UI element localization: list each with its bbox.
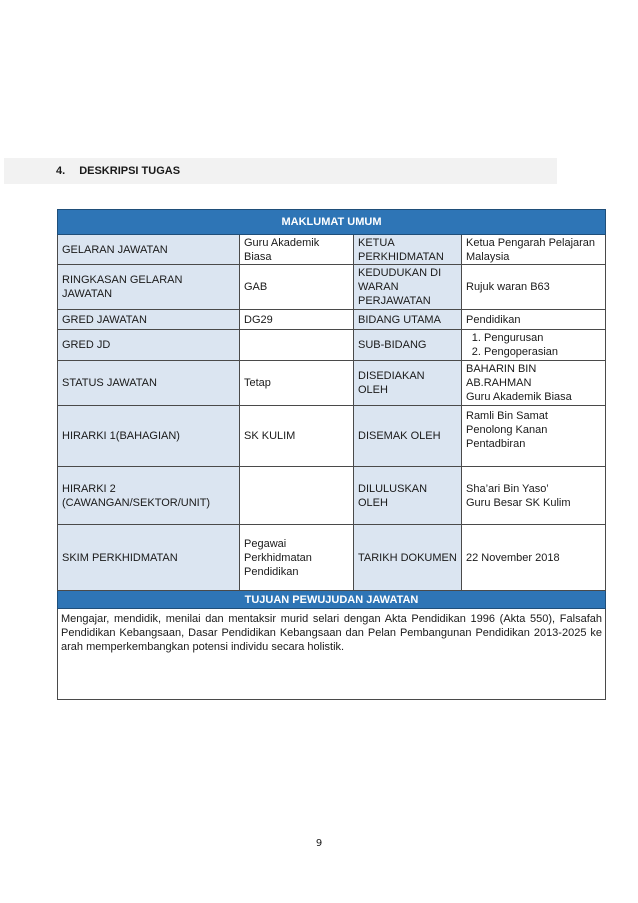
preparer-position: Guru Akademik Biasa <box>466 391 572 403</box>
value-skim-perkhidmatan: Pegawai Perkhidmatan Pendidikan <box>240 525 354 591</box>
approver-name: Sha’ari Bin Yaso’ <box>466 482 549 495</box>
label-bidang-utama: BIDANG UTAMA <box>354 310 462 330</box>
label-status-jawatan: STATUS JAWATAN <box>58 361 240 406</box>
value-diluluskan-oleh <box>462 467 606 525</box>
preparer-name-line1: BAHARIN BIN <box>466 363 537 375</box>
tujuan-header: TUJUAN PEWUJUDAN JAWATAN <box>58 591 606 609</box>
label-gred-jd: GRED JD <box>58 330 240 361</box>
value-bidang-utama: Pendidikan <box>462 310 606 330</box>
preparer-name-line2: AB.RAHMAN <box>466 377 532 389</box>
label-kedudukan-waran: KEDUDUKAN DI WARAN PERJAWATAN <box>354 265 462 310</box>
page-number: 9 <box>315 838 323 849</box>
reviewer-name: Ramli Bin Samat <box>466 410 548 422</box>
label-gelaran-jawatan: GELARAN JAWATAN <box>58 235 240 265</box>
label-hirarki-1: HIRARKI 1(BAHAGIAN) <box>58 406 240 467</box>
table-row <box>58 330 606 361</box>
label-disemak-oleh: DISEMAK OLEH <box>354 406 462 467</box>
label-sub-bidang: SUB-BIDANG <box>354 330 462 361</box>
approver-position: Guru Besar SK Kulim <box>466 496 571 509</box>
section-number: 4. <box>56 165 66 177</box>
maklumat-umum-table <box>57 209 606 700</box>
label-ringkasan-gelaran: RINGKASAN GELARAN JAWATAN <box>58 265 240 310</box>
label-gred-jawatan: GRED JAWATAN <box>58 310 240 330</box>
value-gelaran-jawatan: Guru Akademik Biasa <box>240 235 354 265</box>
reviewer-position-line2: Pentadbiran <box>466 438 526 450</box>
section-heading <box>4 158 557 184</box>
value-ketua-perkhidmatan: Ketua Pengarah Pelajaran Malaysia <box>462 235 606 265</box>
value-kedudukan-waran: Rujuk waran B63 <box>462 265 606 310</box>
value-gred-jd <box>240 330 354 361</box>
tujuan-paragraph: Mengajar, mendidik, menilai dan mentaksir murid selari dengan Akta Pendidikan 1996 (Akta 550), Falsafah Pendidikan Kebangsaan, Dasar Pendidikan Kebangsaan dan Pelan Pembangunan Pendidikan 2013-2025 ke arah memperkembangkan potensi individu secara holistik. <box>58 609 606 700</box>
label-tarikh-dokumen: TARIKH DOKUMEN <box>354 525 462 591</box>
table-row <box>58 361 606 406</box>
label-diluluskan-oleh: DILULUSKAN OLEH <box>354 467 462 525</box>
label-ketua-perkhidmatan: KETUA PERKHIDMATAN <box>354 235 462 265</box>
table-row <box>58 235 606 265</box>
table-row <box>58 310 606 330</box>
value-sub-bidang <box>462 330 606 361</box>
table-row <box>58 525 606 591</box>
table-row <box>58 265 606 310</box>
maklumat-umum-header: MAKLUMAT UMUM <box>58 210 606 235</box>
label-hirarki-2: HIRARKI 2 (CAWANGAN/SEKTOR/UNIT) <box>58 467 240 525</box>
section-title: DESKRIPSI TUGAS <box>79 165 181 177</box>
value-hirarki-1: SK KULIM <box>240 406 354 467</box>
value-tarikh-dokumen: 22 November 2018 <box>462 525 606 591</box>
value-status-jawatan: Tetap <box>240 361 354 406</box>
value-hirarki-2 <box>240 467 354 525</box>
list-item: 1. Pengurusan <box>484 331 601 345</box>
list-item: 2. Pengoperasian <box>484 345 601 359</box>
table-row <box>58 467 606 525</box>
label-disediakan-oleh: DISEDIAKAN OLEH <box>354 361 462 406</box>
value-disemak-oleh <box>462 406 606 467</box>
label-skim-perkhidmatan: SKIM PERKHIDMATAN <box>58 525 240 591</box>
table-row <box>58 406 606 467</box>
value-gred-jawatan: DG29 <box>240 310 354 330</box>
reviewer-position-line1: Penolong Kanan <box>466 424 548 436</box>
value-ringkasan-gelaran: GAB <box>240 265 354 310</box>
value-disediakan-oleh <box>462 361 606 406</box>
